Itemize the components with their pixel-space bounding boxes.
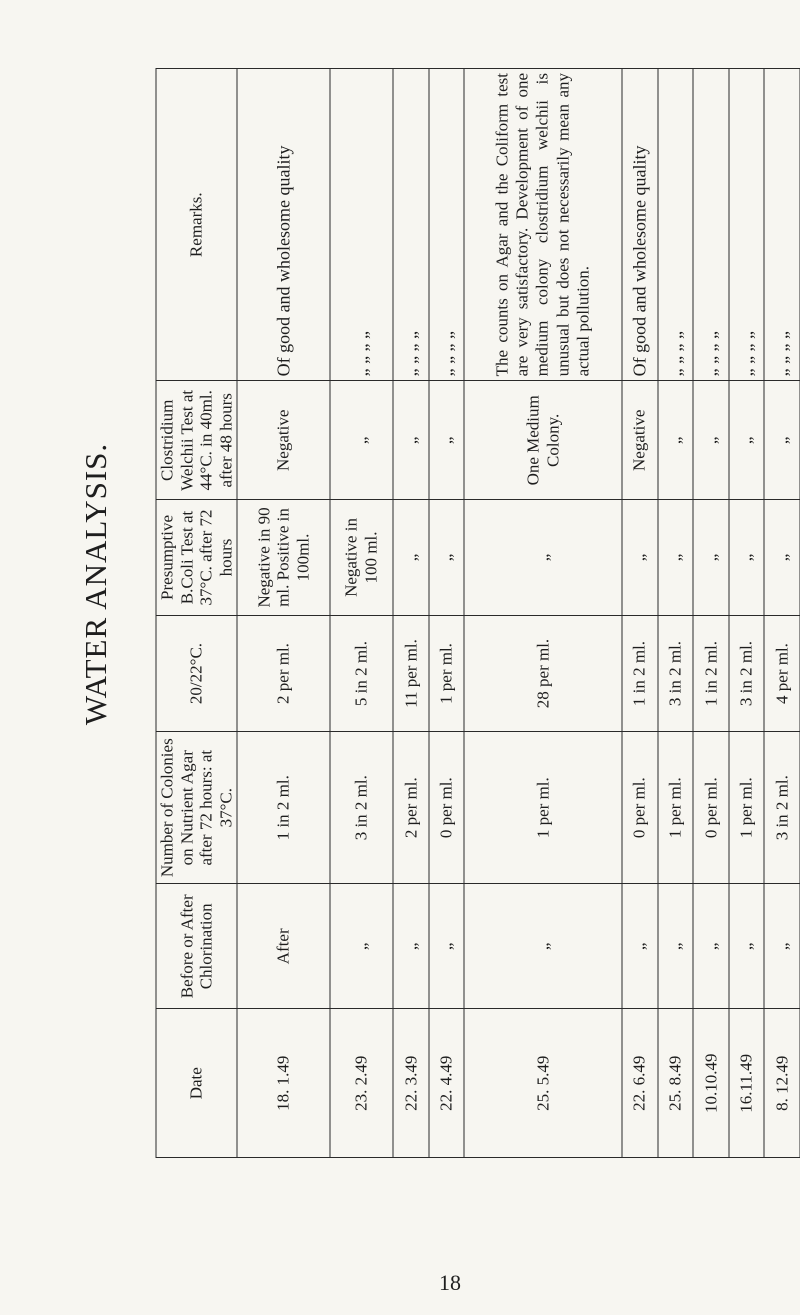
- agar-37-cell: 3 in 2 ml.: [764, 732, 800, 884]
- date-cell: 25. 5.49: [464, 1009, 622, 1158]
- agar-20-cell: 3 in 2 ml.: [729, 615, 765, 732]
- header-date: Date: [156, 1009, 237, 1158]
- header-agar-20: 20/22°C.: [156, 615, 237, 732]
- chlorination-cell: „: [429, 884, 465, 1009]
- chlorination-cell: „: [764, 884, 800, 1009]
- agar-20-cell: 1 per ml.: [429, 615, 465, 732]
- date-cell: 22. 4.49: [429, 1009, 465, 1158]
- table-row: [693, 69, 729, 1158]
- coli-cell: „: [393, 500, 429, 616]
- agar-20-cell: 1 in 2 ml.: [622, 615, 658, 732]
- chlorination-cell: After: [237, 884, 330, 1009]
- remarks-cell: „ „ „ „: [764, 69, 800, 381]
- welchii-cell: One Medium Colony.: [464, 381, 622, 500]
- table-row: [622, 69, 658, 1158]
- water-analysis-table: [156, 68, 800, 1158]
- agar-20-cell: 5 in 2 ml.: [330, 615, 393, 732]
- date-cell: 18. 1.49: [237, 1009, 330, 1158]
- agar-37-cell: 1 per ml.: [464, 732, 622, 884]
- welchii-cell: „: [693, 381, 729, 500]
- header-remarks: Remarks.: [156, 69, 237, 381]
- date-cell: 22. 6.49: [622, 1009, 658, 1158]
- agar-20-cell: 11 per ml.: [393, 615, 429, 732]
- agar-37-cell: 0 per ml.: [622, 732, 658, 884]
- date-cell: 22. 3.49: [393, 1009, 429, 1158]
- agar-20-cell: 4 per ml.: [764, 615, 800, 732]
- table-row: [393, 69, 429, 1158]
- date-cell: 16.11.49: [729, 1009, 765, 1158]
- header-row: [156, 69, 237, 1158]
- agar-20-cell: 2 per ml.: [237, 615, 330, 732]
- table-row: [330, 69, 393, 1158]
- page-title: WATER ANALYSIS.: [78, 442, 113, 726]
- chlorination-cell: „: [693, 884, 729, 1009]
- coli-cell: „: [693, 500, 729, 616]
- welchii-cell: „: [658, 381, 694, 500]
- coli-cell: „: [658, 500, 694, 616]
- welchii-cell: „: [764, 381, 800, 500]
- date-cell: 23. 2.49: [330, 1009, 393, 1158]
- agar-37-cell: 1 per ml.: [729, 732, 765, 884]
- remarks-cell: The counts on Agar and the Coliform test are very satisfactory. Development of one medium colony clostridium welchii is unusual but does not necessarily mean any actual pollution.: [464, 69, 622, 381]
- table-row: [429, 69, 465, 1158]
- welchii-cell: Negative: [622, 381, 658, 500]
- remarks-cell: „ „ „ „: [693, 69, 729, 381]
- table-row: [764, 69, 800, 1158]
- coli-cell: „: [764, 500, 800, 616]
- header-agar-37: Number of Colonies on Nutrient Agar after 72 hours: at 37°C.: [156, 732, 237, 884]
- agar-37-cell: 0 per ml.: [693, 732, 729, 884]
- agar-20-cell: 28 per ml.: [464, 615, 622, 732]
- chlorination-cell: „: [729, 884, 765, 1009]
- welchii-cell: Negative: [237, 381, 330, 500]
- coli-cell: Negative in 90 ml. Positive in 100ml.: [237, 500, 330, 616]
- agar-37-cell: 1 per ml.: [658, 732, 694, 884]
- remarks-cell: Of good and wholesome quality: [622, 69, 658, 381]
- chlorination-cell: „: [658, 884, 694, 1009]
- agar-20-cell: 3 in 2 ml.: [658, 615, 694, 732]
- table-row: [464, 69, 622, 1158]
- welchii-cell: „: [429, 381, 465, 500]
- header-coli-test: Presumptive B.Coli Test at 37°C. after 72 hours: [156, 500, 237, 616]
- coli-cell: „: [429, 500, 465, 616]
- agar-37-cell: 2 per ml.: [393, 732, 429, 884]
- remarks-cell: „ „ „ „: [729, 69, 765, 381]
- remarks-cell: „ „ „ „: [429, 69, 465, 381]
- header-welchii-test: Clostridium Welchii Test at 44°C. in 40ml. after 48 hours: [156, 381, 237, 500]
- page-number: 18: [439, 1270, 461, 1295]
- chlorination-cell: „: [393, 884, 429, 1009]
- water-analysis-table-wrapper: [156, 68, 800, 1158]
- table-row: [658, 69, 694, 1158]
- chlorination-cell: „: [464, 884, 622, 1009]
- remarks-cell: „ „ „ „: [393, 69, 429, 381]
- date-cell: 10.10.49: [693, 1009, 729, 1158]
- welchii-cell: „: [330, 381, 393, 500]
- coli-cell: „: [729, 500, 765, 616]
- agar-20-cell: 1 in 2 ml.: [693, 615, 729, 732]
- coli-cell: Negative in 100 ml.: [330, 500, 393, 616]
- chlorination-cell: „: [330, 884, 393, 1009]
- remarks-cell: Of good and wholesome quality: [237, 69, 330, 381]
- coli-cell: „: [464, 500, 622, 616]
- table-row: [237, 69, 330, 1158]
- remarks-cell: „ „ „ „: [330, 69, 393, 381]
- agar-37-cell: 1 in 2 ml.: [237, 732, 330, 884]
- welchii-cell: „: [729, 381, 765, 500]
- agar-37-cell: 0 per ml.: [429, 732, 465, 884]
- header-chlorination: Before or After Chlorination: [156, 884, 237, 1009]
- chlorination-cell: „: [622, 884, 658, 1009]
- date-cell: 8. 12.49: [764, 1009, 800, 1158]
- coli-cell: „: [622, 500, 658, 616]
- welchii-cell: „: [393, 381, 429, 500]
- agar-37-cell: 3 in 2 ml.: [330, 732, 393, 884]
- date-cell: 25. 8.49: [658, 1009, 694, 1158]
- table-row: [729, 69, 765, 1158]
- remarks-cell: „ „ „ „: [658, 69, 694, 381]
